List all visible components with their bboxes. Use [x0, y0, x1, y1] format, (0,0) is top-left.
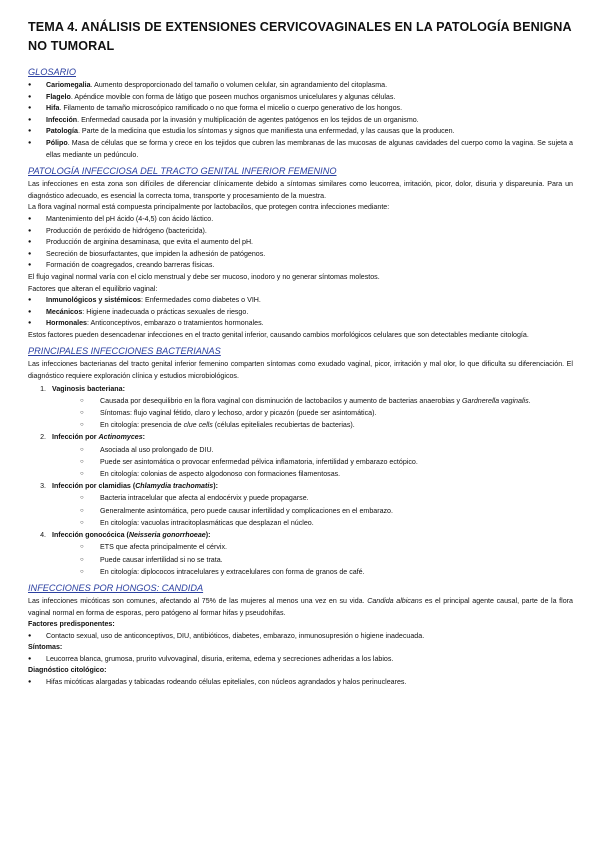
sintomas-item: ● Leucorrea blanca, grumosa, prurito vulvovaginal, disuria, eritema, edema y secreciones adheridas a los labios.: [28, 654, 573, 666]
factor-item: ● Mecánicos: Higiene inadecuada o prácticas sexuales de riesgo.: [28, 307, 573, 319]
infection-detail: ○ En citología: presencia de clue cells (células epiteliales recubiertas de bacterias).: [28, 419, 573, 431]
glossary-item: ● Hifa. Filamento de tamaño microscópico ramificado o no que forma el micelio o cuerpo generativo de los hongos.: [28, 103, 573, 115]
paragraph-flora: La flora vaginal normal está compuesta principalmente por lactobacilos, que protegen contra infecciones mediante:: [28, 203, 390, 212]
factors-list: [28, 295, 573, 330]
glossary-item: ● Pólipo. Masa de células que se forma y crece en los tejidos que cubren las membranas de las mucosas de algunas cavidades del cuerpo como la vagina. Se sujeta a ellas mediante un pedúnculo.: [28, 138, 573, 161]
infection-detail: ○ Puede ser asintomática o provocar enfermedad pélvica inflamatoria, infertilidad y embarazo ectópico.: [28, 456, 573, 468]
sintomas-list: [28, 654, 573, 666]
bacterial-infections-list: [28, 383, 573, 578]
mechanism-item: ● Mantenimiento del pH ácido (4-4,5) con ácido láctico.: [28, 214, 573, 226]
section-heading-patologia: PATOLOGÍA INFECCIOSA DEL TRACTO GENITAL INFERIOR FEMENINO: [28, 166, 337, 177]
section-heading-bacterianas: PRINCIPALES INFECCIONES BACTERIANAS: [28, 346, 221, 357]
label-sintomas: Síntomas:: [28, 643, 63, 652]
infection-detail: ○ Bacteria intracelular que afecta al endocérvix y puede propagarse.: [28, 492, 573, 504]
infection-detail: ○ Causada por desequilibrio en la flora vaginal con disminución de lactobacilos y aumento de bacterias anaerobias y Gardnerella vaginalis.: [28, 395, 573, 407]
glossary-item: ● Infección. Enfermedad causada por la invasión y multiplicación de agentes patógenos en los tejidos de un organismo.: [28, 115, 573, 127]
infection-detail: ○ Síntomas: flujo vaginal fétido, claro y lechoso, ardor y picazón (puede ser asintomática).: [28, 407, 573, 419]
paragraph-factores-label: Factores que alteran el equilibrio vaginal:: [28, 284, 158, 293]
infection-item: 1. Vaginosis bacteriana:: [40, 384, 125, 393]
mechanisms-list: [28, 214, 573, 272]
diagnostico-item: ● Hifas micóticas alargadas y tabicadas rodeando células epiteliales, con núcleos agrandados y halos perinucleares.: [28, 677, 573, 689]
infection-detail: ○ ETS que afecta principalmente el cérvix.: [28, 541, 573, 553]
mechanism-item: ● Producción de arginina desaminasa, que evita el aumento del pH.: [28, 237, 573, 249]
infection-detail: ○ En citología: diplococos intracelulares y extracelulares con forma de granos de café.: [28, 566, 573, 578]
glossary-item: ● Flagelo. Apéndice movible con forma de látigo que poseen muchos organismos unicelulares y algunas células.: [28, 92, 573, 104]
infection-detail: ○ En citología: vacuolas intracitoplasmáticas que desplazan el núcleo.: [28, 517, 573, 529]
glossary-item: ● Cariomegalia. Aumento desproporcionado del tamaño o volumen celular, sin agrandamiento del citoplasma.: [28, 80, 573, 92]
paragraph-intro: Las infecciones en esta zona son difíciles de diferenciar clínicamente debido a síntomas similares como leucorrea, irritación, picor, dolor, disuria y dispareunia. Para un diagnóstico adecuado, es esencial la correcta toma, transporte y procesamiento de la muestra.: [28, 180, 573, 200]
infection-detail: ○ Puede causar infertilidad si no se trata.: [28, 554, 573, 566]
glossary-list: [28, 80, 573, 161]
document-title: TEMA 4. ANÁLISIS DE EXTENSIONES CERVICOVAGINALES EN LA PATOLOGÍA BENIGNA NO TUMORAL: [28, 20, 572, 53]
paragraph-hongos-intro: Las infecciones micóticas son comunes, afectando al 75% de las mujeres al menos una vez en su vida. Candida albicans es el principal agente causal, parte de la flora vaginal normal en forma de esporas, pero patógeno al formar hifas y pseudohifas.: [28, 596, 573, 617]
label-diagnostico: Diagnóstico citológico:: [28, 666, 107, 675]
section-heading-hongos: INFECCIONES POR HONGOS: CANDIDA: [28, 582, 204, 593]
infection-item: 4. Infección gonocócica (Neisseria gonorrhoeae):: [40, 531, 211, 540]
infection-detail: ○ En citología: colonias de aspecto algodonoso con formaciones filamentosas.: [28, 468, 573, 480]
glossary-item: ● Patología. Parte de la medicina que estudia los síntomas y signos que manifiesta una enfermedad, y las causas que la producen.: [28, 126, 573, 138]
mechanism-item: ● Secreción de biosurfactantes, que impiden la adhesión de patógenos.: [28, 249, 573, 261]
infection-item: 3. Infección por clamidias (Chlamydia trachomatis):: [40, 482, 218, 491]
infection-detail: ○ Asociada al uso prolongado de DIU.: [28, 444, 573, 456]
mechanism-item: ● Formación de coagregados, creando barreras físicas.: [28, 260, 573, 272]
label-factores: Factores predisponentes:: [28, 620, 115, 629]
paragraph-flujo: El flujo vaginal normal varía con el ciclo menstrual y debe ser mucoso, inodoro y no generar síntomas molestos.: [28, 272, 380, 281]
factores-list: [28, 631, 573, 643]
paragraph-consecuencias: Estos factores pueden desencadenar infecciones en el tracto genital inferior, causando cambios morfológicos celulares que son detectables mediante citología.: [28, 330, 529, 339]
paragraph-bacterianas-intro: Las infecciones bacterianas del tracto genital inferior femenino comparten síntomas como exudado vaginal, picor, irritación y mal olor, lo que dificulta su diferenciación. El diagnóstico requiere exploración clínica y estudios microbiológicos.: [28, 360, 573, 381]
section-heading-glosario: GLOSARIO: [28, 67, 76, 77]
diagnostico-list: [28, 677, 573, 689]
infection-item: 2. Infección por Actinomyces:: [40, 433, 146, 442]
factor-item: ● Inmunológicos y sistémicos: Enfermedades como diabetes o VIH.: [28, 295, 573, 307]
factores-item: ● Contacto sexual, uso de anticonceptivos, DIU, antibióticos, diabetes, embarazo, inmunosupresión o higiene inadecuada.: [28, 631, 573, 643]
document-page: [28, 18, 573, 689]
infection-detail: ○ Generalmente asintomática, pero puede causar infertilidad y complicaciones en el embarazo.: [28, 505, 573, 517]
mechanism-item: ● Producción de peróxido de hidrógeno (bactericida).: [28, 226, 573, 238]
factor-item: ● Hormonales: Anticonceptivos, embarazo o tratamientos hormonales.: [28, 318, 573, 330]
